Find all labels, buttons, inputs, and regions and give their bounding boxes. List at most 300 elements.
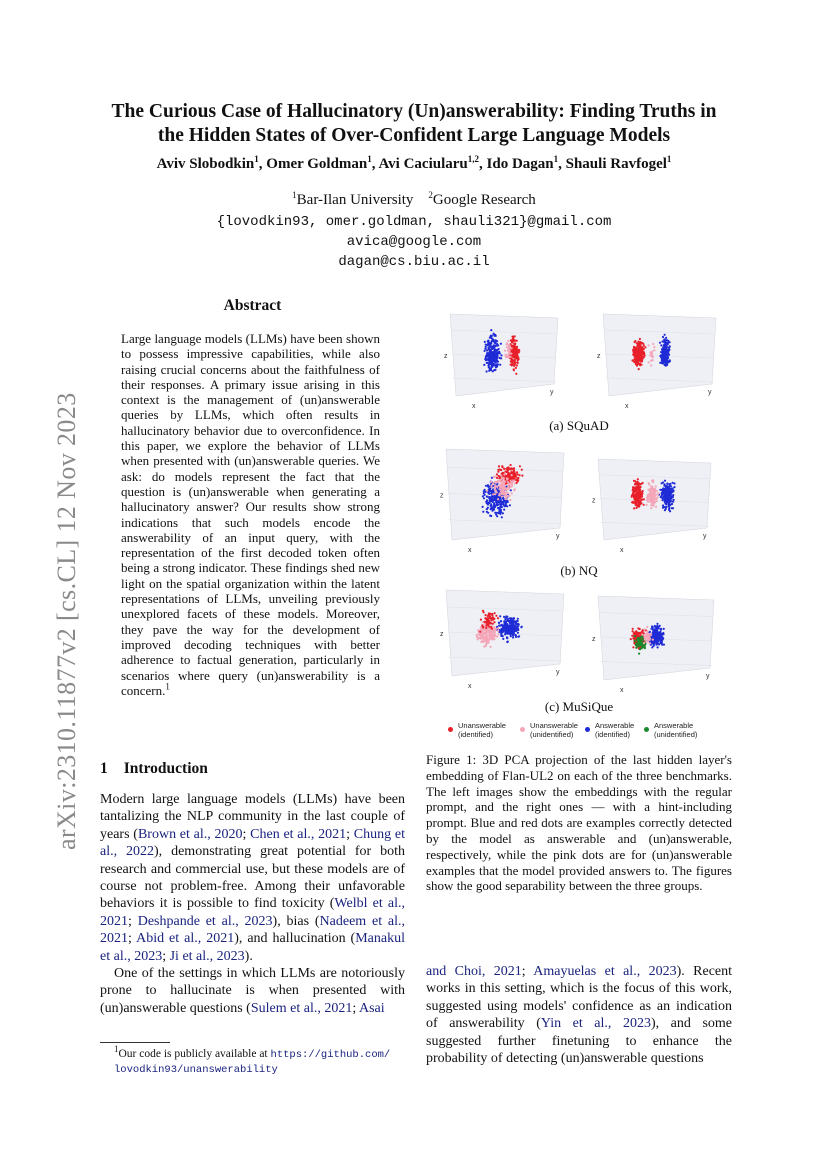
scatter-point [500, 490, 502, 492]
scatter-point [501, 485, 503, 487]
scatter-point [488, 622, 490, 624]
scatter-point [494, 484, 496, 486]
scatter-point [487, 620, 489, 622]
scatter-point [495, 495, 497, 497]
scatter-point [638, 653, 640, 655]
scatter-point [494, 344, 496, 346]
scatter-point [641, 342, 643, 344]
paragraph [100, 791, 405, 965]
citation-link[interactable]: Sulem et al., 2021 [250, 1000, 353, 1016]
axis-x-label: x [620, 547, 624, 554]
scatter-point [500, 357, 502, 359]
scatter-point [510, 635, 512, 637]
scatter-point [637, 354, 639, 356]
scatter-point [654, 498, 656, 500]
scatter-point [498, 633, 500, 635]
scatter-point [503, 502, 505, 504]
scatter-point [491, 630, 493, 632]
citation-link[interactable]: Nadeem et al., 2021 [100, 913, 405, 947]
subfigure-caption: (c) MuSiQue [544, 699, 614, 714]
citation-link[interactable]: Asai [358, 1000, 385, 1016]
scatter-point [668, 490, 670, 492]
scatter-point [514, 343, 516, 345]
scatter-point [484, 617, 486, 619]
scatter-point [634, 340, 636, 342]
scatter-point [511, 347, 513, 349]
scatter-point [511, 474, 513, 476]
scatter-point [493, 335, 495, 337]
text-run: ), demonstrating great potential for both research and commercial use, but these models are of course not problem-free. Among their unfavorable behaviors it is possible to find toxicity ( [100, 844, 405, 912]
scatter-point [509, 617, 511, 619]
scatter-point [502, 512, 504, 514]
scatter-point [508, 627, 510, 629]
scatter-point [639, 628, 641, 630]
scatter-point [660, 642, 662, 644]
scatter-point [663, 628, 665, 630]
scatter-point [486, 511, 488, 513]
citation-link[interactable]: Deshpande et al., 2023 [137, 913, 273, 929]
scatter-point [497, 351, 499, 353]
intro-body [100, 791, 405, 1017]
scatter-point [490, 515, 492, 517]
scatter-point [496, 636, 498, 638]
scatter-point [501, 496, 503, 498]
scatter-point [506, 489, 508, 491]
scatter-point [485, 637, 487, 639]
scatter-point [513, 345, 515, 347]
section-number: 1 [100, 760, 108, 777]
text-run: ), and hallucination ( [234, 931, 356, 947]
scatter-point [638, 368, 640, 370]
scatter-point [657, 492, 659, 494]
scatter-point [637, 501, 639, 503]
scatter-point [517, 359, 519, 361]
scatter-point [483, 490, 485, 492]
scatter-point [484, 358, 486, 360]
scatter-point [509, 356, 511, 358]
scatter-point [643, 345, 645, 347]
scatter-point [490, 349, 492, 351]
scatter-point [485, 627, 487, 629]
scatter-point [508, 475, 510, 477]
scatter-point [641, 636, 643, 638]
scatter-point [511, 619, 513, 621]
scatter-point [646, 499, 648, 501]
scatter-point [488, 353, 490, 355]
scatter-point [482, 637, 484, 639]
text-run: ), bias ( [272, 913, 320, 929]
scatter-point [487, 496, 489, 498]
scatter-point [500, 343, 502, 345]
text-run: ). Recent works in this setting, which is the focus of this work, suggested using models' confidence as an indication of answerability ( [426, 964, 733, 1032]
scatter-point [638, 358, 640, 360]
scatter-point [509, 499, 511, 501]
scatter-point [510, 631, 512, 633]
scatter-point [637, 343, 639, 345]
scatter-point [644, 346, 646, 348]
affiliations: $^1$Bar-Ilan University $^2$Google Research [292, 190, 536, 208]
scatter-point [490, 505, 492, 507]
scatter-point [652, 480, 654, 482]
text-run: ; [346, 826, 354, 842]
scatter-point [494, 361, 496, 363]
scatter-point [493, 618, 495, 620]
abstract-heading: Abstract [223, 297, 282, 314]
scatter-point [493, 354, 495, 356]
scatter-point [641, 347, 643, 349]
scatter-point [492, 357, 494, 359]
scatter-point [507, 472, 509, 474]
scatter-point [491, 613, 493, 615]
scatter-point [637, 478, 639, 480]
scatter-point [512, 623, 514, 625]
text-run: ; [521, 964, 534, 979]
scatter-point [510, 360, 512, 362]
scatter-point [662, 506, 664, 508]
scatter-point [512, 636, 514, 638]
code-link-cont[interactable]: lovodkin93/unanswerability [114, 1064, 278, 1076]
scatter-point [644, 647, 646, 649]
scatter-point [507, 340, 509, 342]
affiliation-name: Bar-Ilan University [296, 192, 414, 208]
affiliation-name: Google Research [432, 192, 536, 208]
scatter-point [517, 618, 519, 620]
scatter-point [639, 486, 641, 488]
scatter-point [636, 503, 638, 505]
scatter-point [493, 476, 495, 478]
scatter-point [507, 495, 509, 497]
scatter-point [519, 474, 521, 476]
scatter-point [515, 475, 517, 477]
scatter-point [477, 633, 479, 635]
scatter-point [651, 636, 653, 638]
scatter-point [636, 491, 638, 493]
right-column-body [426, 963, 732, 1067]
scatter-point [513, 480, 515, 482]
scatter-point [490, 626, 492, 628]
scatter-point [498, 622, 500, 624]
scatter-point [490, 358, 492, 360]
scatter-point [639, 364, 641, 366]
scatter-point [505, 355, 507, 357]
scatter-point [511, 482, 513, 484]
citation-link[interactable]: Yin et al., 2023 [540, 1016, 651, 1032]
scatter-point [639, 641, 641, 643]
scatter-point [484, 494, 486, 496]
citation-link[interactable]: Brown et al., 2020 [137, 826, 243, 842]
scatter-point [510, 340, 512, 342]
scatter-point [651, 486, 653, 488]
scatter-point [487, 642, 489, 644]
scatter-point [673, 486, 675, 488]
scatter-point [485, 485, 487, 487]
text-run: ; [162, 948, 170, 964]
author: Omer Goldman$^1$, [266, 154, 379, 172]
scatter-point [514, 356, 516, 358]
scatter-point [662, 499, 664, 501]
scatter-point [486, 370, 488, 372]
scatter-point [483, 364, 485, 366]
scatter-point [495, 514, 497, 516]
scatter-point [635, 647, 637, 649]
plot-nq-hint [592, 459, 711, 554]
scatter-point [635, 358, 637, 360]
scatter-point [632, 628, 634, 630]
scatter-point [656, 627, 658, 629]
scatter-point [511, 492, 513, 494]
scatter-point [493, 502, 495, 504]
plot-box [603, 314, 716, 396]
scatter-point [513, 369, 515, 371]
scatter-point [638, 504, 640, 506]
scatter-point [639, 338, 641, 340]
scatter-point [652, 629, 654, 631]
subfigure-caption: (a) SQuAD [549, 418, 609, 433]
scatter-point [651, 494, 653, 496]
scatter-point [494, 349, 496, 351]
scatter-point [661, 352, 663, 354]
scatter-point [506, 619, 508, 621]
legend-item: Answerable (unidentified) [654, 721, 697, 739]
scatter-point [513, 469, 515, 471]
axis-y-label: y [708, 389, 712, 396]
scatter-point [509, 625, 511, 627]
scatter-point [513, 626, 515, 628]
scatter-point [644, 639, 646, 641]
scatter-point [495, 482, 497, 484]
scatter-point [508, 483, 510, 485]
scatter-point [671, 503, 673, 505]
scatter-point [508, 347, 510, 349]
legend-swatch [520, 727, 525, 732]
scatter-point [664, 480, 666, 482]
scatter-point [655, 506, 657, 508]
footnote-rule [100, 1042, 170, 1043]
scatter-point [513, 471, 515, 473]
scatter-point [665, 337, 667, 339]
email: dagan@cs.biu.ac.il [338, 254, 490, 270]
scatter-point [490, 634, 492, 636]
scatter-point [667, 496, 669, 498]
scatter-point [665, 489, 667, 491]
scatter-point [632, 487, 634, 489]
plot-squad-regular [444, 314, 558, 410]
scatter-point [632, 630, 634, 632]
scatter-point [490, 490, 492, 492]
scatter-point [489, 499, 491, 501]
arxiv-id-text: arXiv:2310.11877v2 [cs.CL] 12 Nov 2023 [52, 392, 81, 850]
legend-swatch [644, 727, 649, 732]
scatter-point [633, 637, 635, 639]
scatter-point [492, 499, 494, 501]
author: Avi Caciularu$^{1,2}$, [378, 154, 487, 172]
scatter-point [666, 364, 668, 366]
scatter-point [661, 489, 663, 491]
scatter-point [482, 495, 484, 497]
axis-y-label: y [556, 669, 560, 676]
scatter-point [643, 642, 645, 644]
scatter-point [664, 358, 666, 360]
scatter-point [670, 485, 672, 487]
axis-z-label: z [592, 497, 596, 505]
scatter-point [646, 630, 648, 632]
scatter-point [516, 628, 518, 630]
citation-link[interactable]: Manakul et al., 2023 [100, 931, 405, 964]
scatter-point [663, 644, 665, 646]
scatter-point [641, 498, 643, 500]
scatter-point [637, 341, 639, 343]
axis-z-label: z [444, 353, 448, 360]
scatter-point [487, 503, 489, 505]
scatter-point [644, 635, 646, 637]
scatter-point [658, 643, 660, 645]
scatter-point [670, 490, 672, 492]
footnote: $^1$Our code is publicly available at https://github.com/ lovodkin93/unanswerability [114, 1044, 391, 1076]
scatter-point [480, 638, 482, 640]
scatter-point [488, 342, 490, 344]
scatter-point [494, 493, 496, 495]
scatter-point [513, 350, 515, 352]
scatter-point [663, 352, 665, 354]
scatter-point [499, 615, 501, 617]
scatter-point [514, 335, 516, 337]
scatter-point [511, 359, 513, 361]
scatter-point [494, 512, 496, 514]
text-run: One of the settings in which LLMs are notoriously prone to hallucinate is when presented with (un)answerable questions ( [100, 966, 405, 1016]
scatter-point [636, 364, 638, 366]
axis-y-label: y [703, 533, 707, 540]
scatter-point [642, 353, 644, 355]
scatter-point [660, 628, 662, 630]
scatter-point [650, 364, 652, 366]
citation-link[interactable]: Amayuelas et al., 2023 [533, 964, 677, 979]
scatter-point [650, 507, 652, 509]
citation-link[interactable]: Abid et al., 2021 [136, 931, 235, 947]
citation-link[interactable]: and Choi, 2021 [426, 964, 522, 979]
scatter-point [637, 350, 639, 352]
scatter-point [512, 633, 514, 635]
scatter-point [515, 373, 517, 375]
scatter-point [486, 349, 488, 351]
scatter-point [663, 485, 665, 487]
scatter-point [490, 619, 492, 621]
scatter-point [513, 629, 515, 631]
scatter-point [637, 357, 639, 359]
scatter-point [501, 629, 503, 631]
scatter-point [668, 504, 670, 506]
scatter-point [507, 492, 509, 494]
email: avica@google.com [346, 234, 482, 250]
scatter-point [654, 490, 656, 492]
scatter-point [657, 640, 659, 642]
scatter-point [510, 464, 512, 466]
scatter-point [509, 352, 511, 354]
citation-link[interactable]: Welbl et al., 2021 [100, 896, 406, 929]
scatter-point [498, 477, 500, 479]
code-link[interactable]: https://github.com/ [270, 1049, 391, 1061]
scatter-point [495, 490, 497, 492]
scatter-point [492, 493, 494, 495]
scatter-point [637, 488, 639, 490]
axis-y-label: y [550, 389, 554, 396]
scatter-point [502, 498, 504, 500]
scatter-point [513, 617, 515, 619]
paragraph [100, 965, 405, 1017]
scatter-point [500, 354, 502, 356]
citation-link[interactable]: Ji et al., 2023 [169, 948, 245, 964]
scatter-point [661, 633, 663, 635]
scatter-point [512, 468, 514, 470]
scatter-point [643, 504, 645, 506]
plot-musique-regular [440, 590, 564, 690]
scatter-point [662, 356, 664, 358]
scatter-point [505, 498, 507, 500]
scatter-point [648, 361, 650, 363]
scatter-point [673, 482, 675, 484]
scatter-point [641, 639, 643, 641]
scatter-point [633, 480, 635, 482]
scatter-point [492, 352, 494, 354]
scatter-point [631, 635, 633, 637]
scatter-point [652, 639, 654, 641]
citation-link[interactable]: Chung et al., 2022 [100, 826, 405, 860]
scatter-point [667, 486, 669, 488]
scatter-point [669, 483, 671, 485]
scatter-point [504, 494, 506, 496]
scatter-point [640, 360, 642, 362]
author: Ido Dagan$^1$, [486, 154, 566, 172]
scatter-point [633, 347, 635, 349]
scatter-point [634, 361, 636, 363]
scatter-point [639, 638, 641, 640]
scatter-point [499, 492, 501, 494]
scatter-point [517, 473, 519, 475]
scatter-point [669, 492, 671, 494]
scatter-point [657, 646, 659, 648]
scatter-point [665, 502, 667, 504]
scatter-point [491, 477, 493, 479]
scatter-point [652, 626, 654, 628]
scatter-point [510, 467, 512, 469]
scatter-point [668, 508, 670, 510]
scatter-point [653, 503, 655, 505]
scatter-point [492, 623, 494, 625]
scatter-point [501, 488, 503, 490]
figure-nq [430, 443, 730, 558]
section-title: Introduction [123, 760, 208, 777]
scatter-point [517, 636, 519, 638]
citation-link[interactable]: Chen et al., 2021 [250, 826, 347, 842]
scatter-point [669, 497, 671, 499]
scatter-point [634, 640, 636, 642]
scatter-point [517, 632, 519, 634]
axis-x-label: x [472, 403, 476, 410]
scatter-point [499, 624, 501, 626]
axis-z-label: z [592, 636, 596, 643]
scatter-point [664, 341, 666, 343]
scatter-point [511, 363, 513, 365]
scatter-point [502, 638, 504, 640]
scatter-point [489, 496, 491, 498]
scatter-point [636, 497, 638, 499]
scatter-point [636, 631, 638, 633]
scatter-point [513, 339, 515, 341]
scatter-point [655, 485, 657, 487]
legend-item: Unanswerable (identified) [458, 721, 506, 739]
scatter-point [499, 364, 501, 366]
scatter-point [493, 621, 495, 623]
scatter-point [664, 343, 666, 345]
